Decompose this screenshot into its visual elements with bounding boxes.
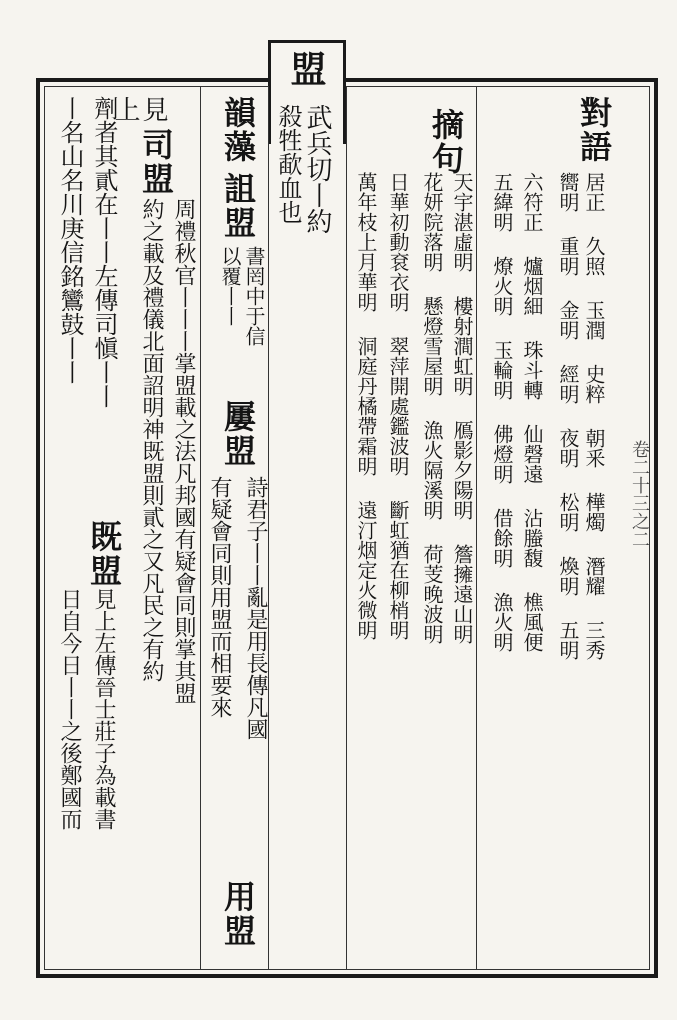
section-title: 盟 [285,50,327,88]
col-c-note3: 丨名山名川庚信銘鸞鼓丨丨 [56,96,84,384]
duiyu-head: 對語 [575,96,613,164]
yunzao-word3: 用盟 [219,880,257,948]
edge-running-head: 卷二十三之二 [629,440,650,548]
meng-head: 武兵切丨約 [302,104,332,234]
yunzao-word: 詛盟 [219,172,257,240]
column-rule [268,86,269,970]
zhaiju-line-3: 日華初動袞衣明 翠萍開處鑑波明 斷虹猶在柳梢明 [386,172,410,640]
col-b-lead: 見 [138,96,168,122]
column-rule [346,86,347,970]
col-b-note1: 周禮秋官丨丨丨掌盟載之法凡邦國有疑會同則掌其盟 [171,198,196,704]
duiyu-line-2: 嚮明 重明 金明 經明 夜明 松明 煥明 五明 [556,172,580,660]
col-b-note2: 約之載及禮儀北面詔明神既盟則貳之又凡民之有約 [139,198,164,682]
zhaiju-line-4: 萬年枝上月華明 洞庭丹橘帶霜明 遠汀烟定火微明 [354,172,378,640]
col-b-tail: 上 [110,96,140,122]
col-c-note2: 見上左傳晉士莊子為載書 [91,588,116,830]
yunzao-word2: 屢盟 [219,400,257,468]
yunzao-note3: 詩君子丨丨亂是用長傳凡國 [243,476,268,740]
yunzao-note2: 以覆丨丨 [218,246,242,326]
zhaiju-head: 摘句 [427,108,465,176]
col-b-word: 司盟 [137,128,175,196]
duiyu-line-4: 五緯明 燎火明 玉輪明 佛燈明 借餘明 漁火明 [490,172,514,652]
zhaiju-line-2: 花妍院落明 懸燈雪屋明 漁火隔溪明 荷芰晚波明 [420,172,444,644]
yunzao-note1: 書罔中于信 [242,246,266,346]
yunzao-note4: 有疑會同則用盟而相要來 [207,476,232,718]
column-rule [200,86,201,970]
yunzao-head: 韻藻 [219,96,257,164]
duiyu-line-1: 居正 久照 玉潤 史粹 朝釆 樺燭 潛耀 三秀 [582,172,606,660]
col-c-note4: 日自今日丨丨之後鄭國而 [57,588,82,830]
duiyu-line-3: 六符正 爐烟細 珠斗轉 仙磬遠 沾螣馥 樵風便 [520,172,544,652]
column-rule [476,86,477,970]
col-c-note1: 劑者其貳在丨丨左傳司愼丨丨 [90,96,118,408]
col-c-word: 既盟 [85,520,123,588]
meng-def: 殺牲歃血也 [274,104,302,224]
zhaiju-line-1: 天宇湛虛明 樓射澗虹明 鴈影夕陽明 簷擁遠山明 [450,172,474,644]
